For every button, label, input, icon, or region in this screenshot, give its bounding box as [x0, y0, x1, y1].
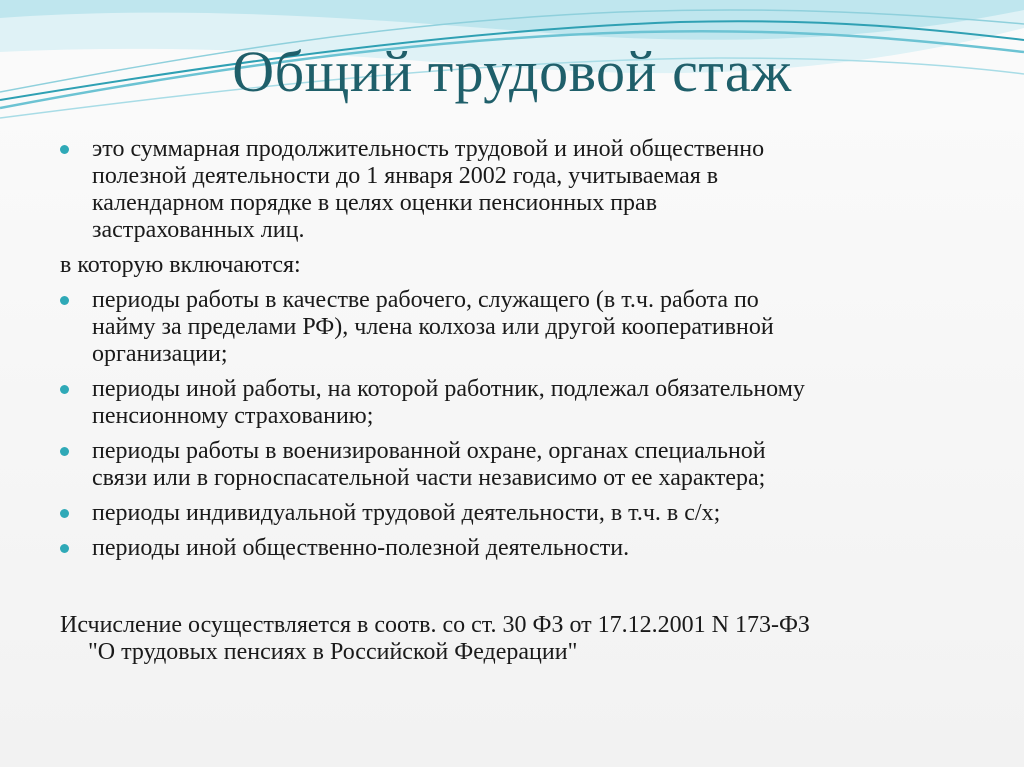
- list-item-line: периоды работы в военизированной охране, органах специальной: [92, 438, 766, 464]
- bullet-dot-icon: [60, 385, 69, 394]
- list-item: [60, 438, 980, 492]
- list-item-line: периоды работы в качестве рабочего, служащего (в т.ч. работа по: [92, 287, 759, 313]
- bullet-dot-icon: [60, 447, 69, 456]
- definition-line: полезной деятельности до 1 января 2002 года, учитываемая в: [92, 163, 719, 189]
- list-item-line: периоды иной работы, на которой работник, подлежал обязательному: [92, 376, 805, 402]
- legal-reference-line: Исчисление осуществляется в соотв. со ст. 30 ФЗ от 17.12.2001 N 173-ФЗ: [60, 612, 810, 638]
- list-item-line: периоды индивидуальной трудовой деятельности, в т.ч. в с/х;: [92, 500, 721, 526]
- list-item: [60, 287, 980, 368]
- list-item: [60, 535, 980, 562]
- list-item-line: пенсионному страхованию;: [92, 403, 374, 429]
- list-item-line: организации;: [92, 341, 228, 367]
- legal-reference-line: "О трудовых пенсиях в Российской Федерации": [88, 639, 578, 665]
- intro-text: в которую включаются:: [60, 252, 301, 278]
- definition-line: застрахованных лиц.: [92, 217, 305, 243]
- list-item: [60, 500, 980, 527]
- list-item: [60, 376, 980, 430]
- list-item-line: связи или в горноспасательной части независимо от ее характера;: [92, 465, 766, 491]
- bullet-dot-icon: [60, 296, 69, 305]
- definition-line: календарном порядке в целях оценки пенсионных прав: [92, 190, 658, 216]
- bullet-dot-icon: [60, 145, 69, 154]
- list-item-line: найму за пределами РФ), члена колхоза или другой кооперативной: [92, 314, 774, 340]
- definition-bullet: [60, 136, 980, 244]
- legal-reference: [60, 612, 980, 666]
- slide-body: [60, 136, 980, 666]
- definition-line: это суммарная продолжительность трудовой и иной общественно: [92, 136, 765, 162]
- bullet-dot-icon: [60, 544, 69, 553]
- bullet-dot-icon: [60, 509, 69, 518]
- list-item-line: периоды иной общественно-полезной деятельности.: [92, 535, 630, 561]
- spacer: [60, 570, 980, 612]
- slide-title: Общий трудовой стаж: [232, 39, 792, 104]
